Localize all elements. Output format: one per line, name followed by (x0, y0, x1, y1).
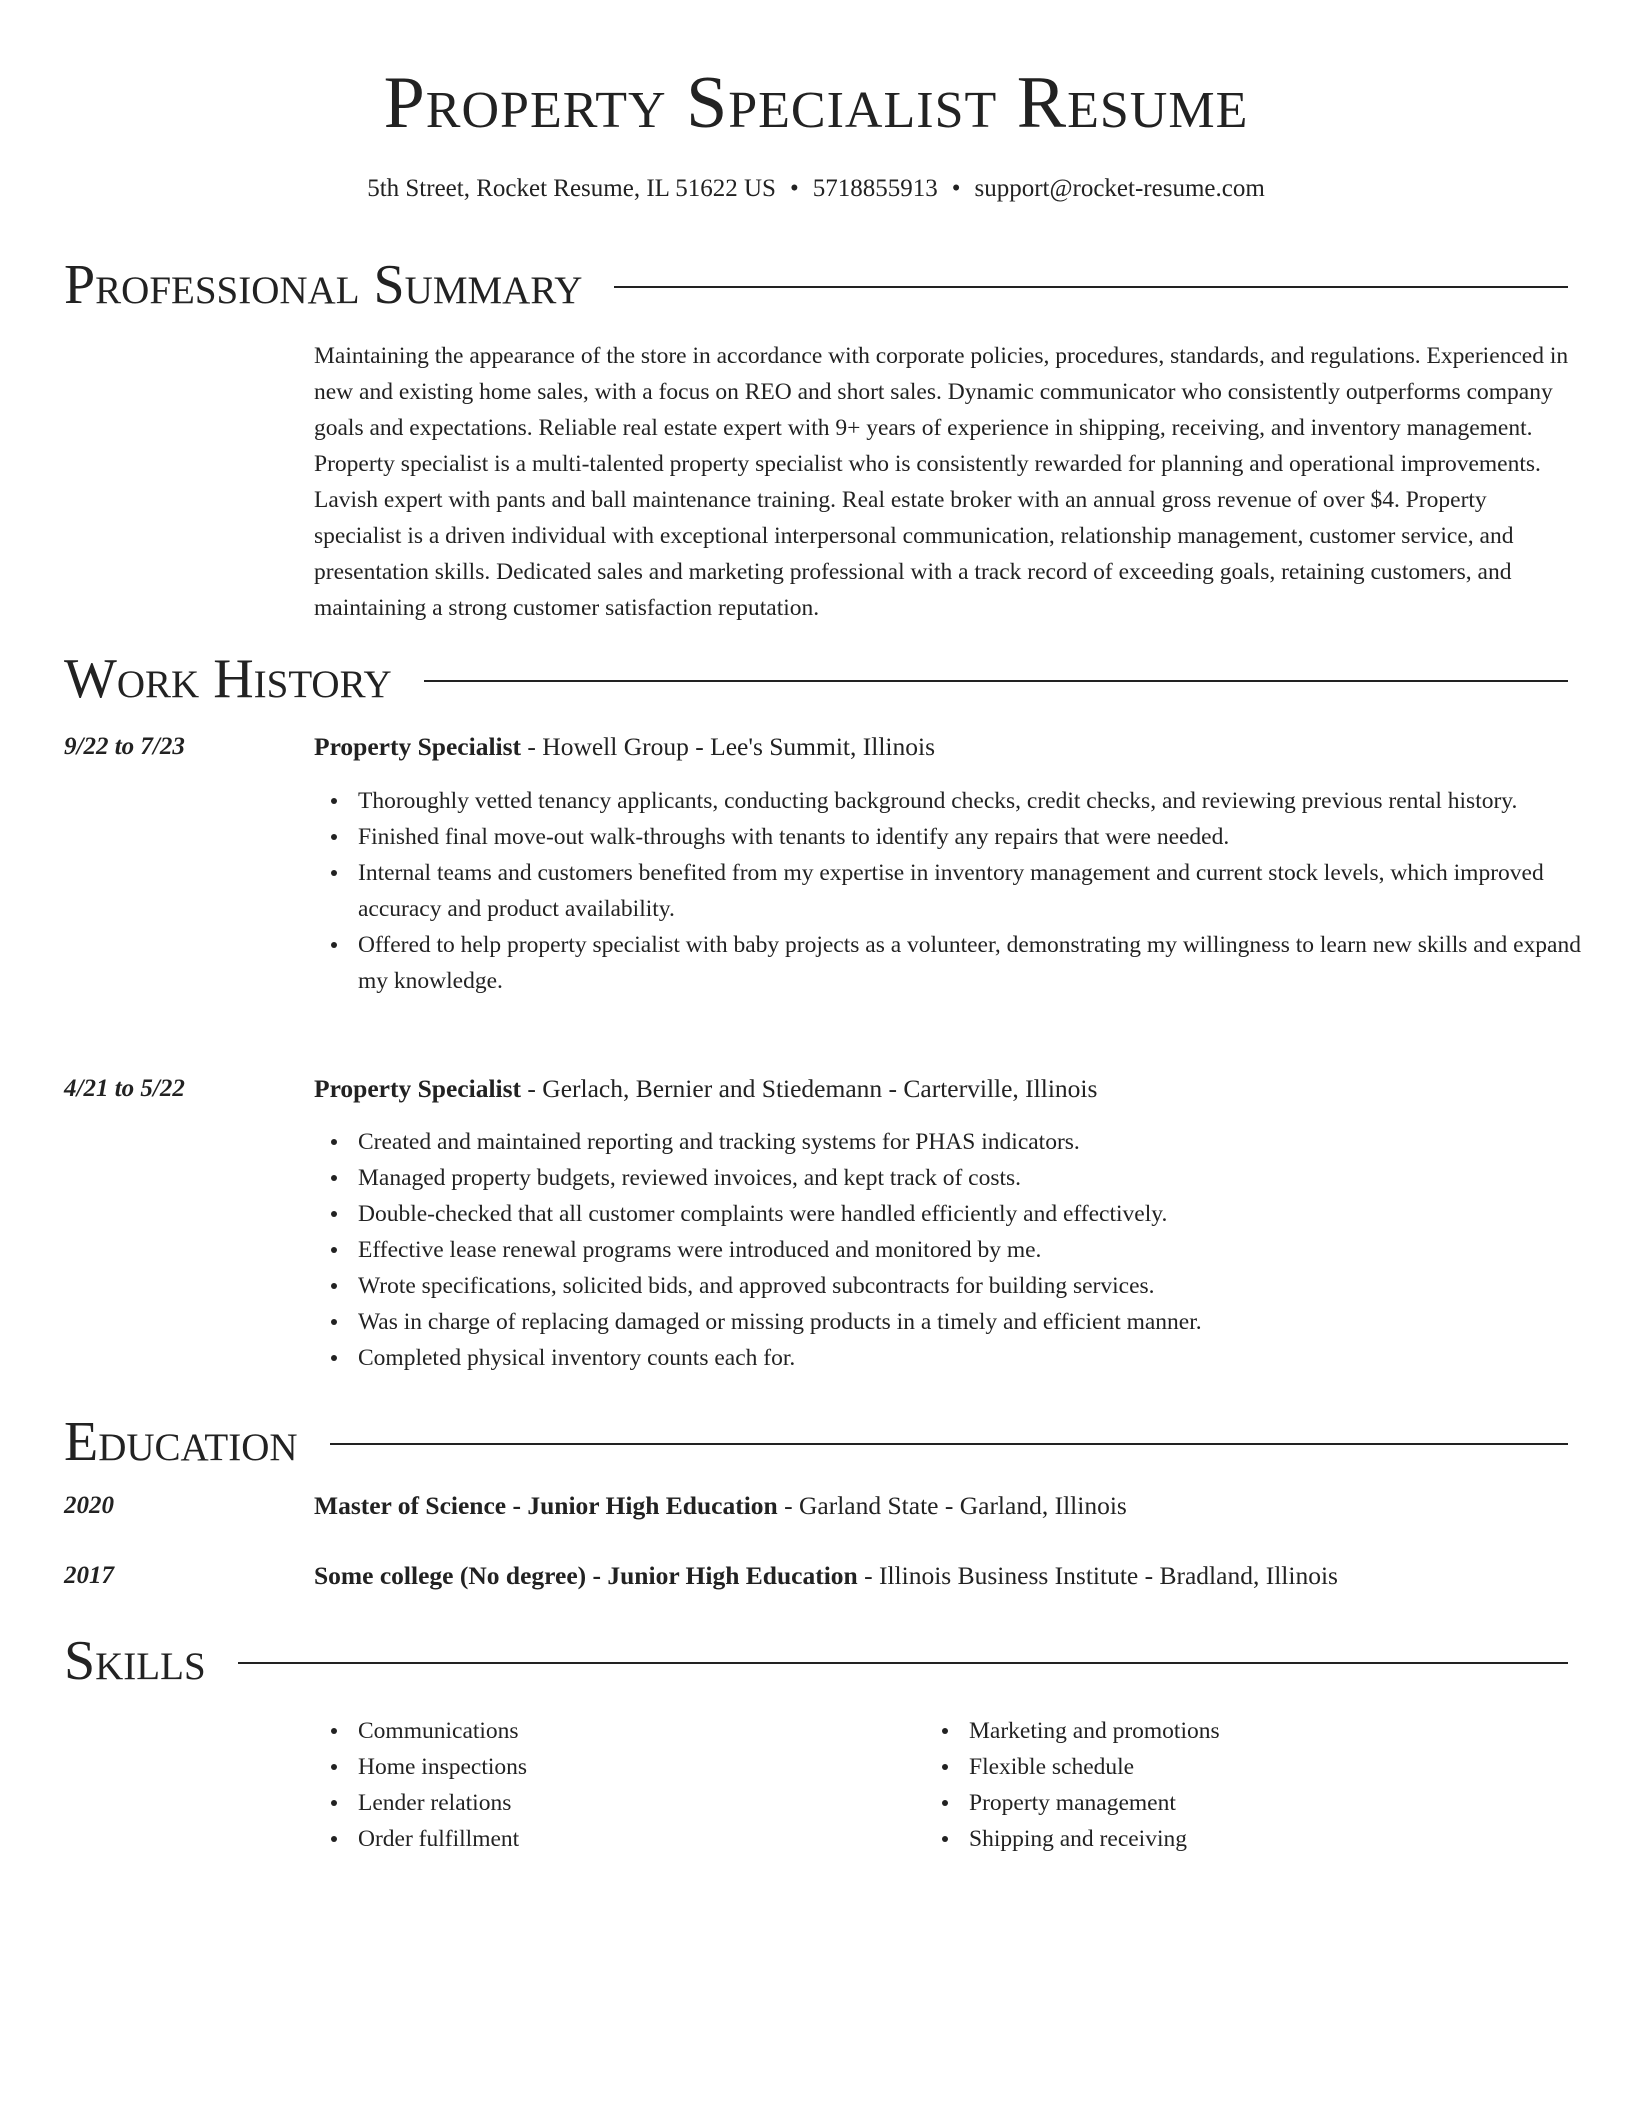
skill-item: Shipping and receiving (969, 1821, 1549, 1857)
education-heading (314, 1489, 1570, 1523)
section-divider (330, 1443, 1568, 1445)
job-heading (314, 730, 1570, 764)
education-details: - Garland State - Garland, Illinois (777, 1491, 1127, 1520)
skills-list-right (925, 1713, 1549, 1857)
skill-item: Order fulfillment (358, 1821, 938, 1857)
list-item: Thoroughly vetted tenancy applicants, conducting background checks, credit checks, and reviewing previous rental history. (358, 783, 1614, 819)
job-details: - Gerlach, Bernier and Stiedemann - Carterville, Illinois (521, 1074, 1098, 1103)
skill-item: Flexible schedule (969, 1749, 1549, 1785)
job-bullets (314, 1124, 1614, 1376)
contact-separator: • (789, 175, 799, 202)
list-item: Effective lease renewal programs were introduced and monitored by me. (358, 1232, 1614, 1268)
page-title: Property Specialist Resume (383, 62, 1249, 144)
section-header-work-history (64, 648, 1568, 710)
skill-item: Communications (358, 1713, 938, 1749)
job-heading (314, 1072, 1570, 1106)
section-title: Education (64, 1411, 298, 1473)
section-divider (614, 286, 1568, 288)
list-item: Wrote specifications, solicited bids, and approved subcontracts for building services. (358, 1268, 1614, 1304)
education-year: 2017 (64, 1562, 114, 1589)
skill-item: Lender relations (358, 1785, 938, 1821)
list-item: Internal teams and customers benefited from my expertise in inventory management and current stock levels, which improved accuracy and product availability. (358, 855, 1614, 927)
job-dates: 4/21 to 5/22 (64, 1075, 185, 1102)
list-item: Finished final move-out walk-throughs with tenants to identify any repairs that were needed. (358, 819, 1614, 855)
job-bullets (314, 783, 1614, 999)
section-header-skills (64, 1630, 1568, 1692)
education-year: 2020 (64, 1492, 114, 1519)
list-item: Offered to help property specialist with baby projects as a volunteer, demonstrating my willingness to learn new skills and expand my knowledge. (358, 927, 1614, 999)
job-dates: 9/22 to 7/23 (64, 733, 185, 760)
summary-text: Maintaining the appearance of the store in accordance with corporate policies, procedures, standards, and regulations. Experienced in new and existing home sales, with a focus on REO and short sales. Dynamic communicator who consistently outperforms company goals and expectations. Reliable real estate expert with 9+ years of experience in shipping, receiving, and inventory management. Property specialist is a multi-talented property specialist who is consistently rewarded for planning and operational improvements. Lavish expert with pants and ball maintenance training. Real estate broker with an annual gross revenue of over $4. Property specialist is a driven individual with exceptional interpersonal communication, relationship management, customer service, and presentation skills. Dedicated sales and marketing professional with a track record of exceeding goals, retaining customers, and maintaining a strong customer satisfaction reputation. (314, 343, 1569, 621)
section-title: Skills (64, 1630, 206, 1692)
list-item: Double-checked that all customer complaints were handled efficiently and effectively. (358, 1196, 1614, 1232)
skill-item: Home inspections (358, 1749, 938, 1785)
skill-item: Property management (969, 1785, 1549, 1821)
list-item: Completed physical inventory counts each for. (358, 1340, 1614, 1376)
section-divider (424, 680, 1568, 682)
section-divider (238, 1662, 1568, 1664)
contact-email[interactable]: support@rocket-resume.com (974, 175, 1265, 202)
list-item: Created and maintained reporting and tracking systems for PHAS indicators. (358, 1124, 1614, 1160)
section-header-education (64, 1411, 1568, 1473)
section-title: Work History (64, 648, 392, 710)
section-header-summary (64, 254, 1568, 316)
list-item: Was in charge of replacing damaged or missing products in a timely and efficient manner. (358, 1304, 1614, 1340)
job-details: - Howell Group - Lee's Summit, Illinois (521, 732, 936, 761)
education-details: - Illinois Business Institute - Bradland, Illinois (857, 1561, 1338, 1590)
job-title: Property Specialist (314, 1074, 522, 1103)
skills-list-left (314, 1713, 938, 1857)
education-degree: Master of Science - Junior High Education (314, 1491, 778, 1520)
education-degree: Some college (No degree) - Junior High Education (314, 1561, 858, 1590)
list-item: Managed property budgets, reviewed invoices, and kept track of costs. (358, 1160, 1614, 1196)
skill-item: Marketing and promotions (969, 1713, 1549, 1749)
education-heading (314, 1559, 1570, 1593)
section-title: Professional Summary (64, 254, 583, 316)
contact-phone: 5718855913 (812, 175, 938, 202)
contact-line (0, 172, 1632, 206)
contact-separator: • (951, 175, 961, 202)
job-title: Property Specialist (314, 732, 522, 761)
contact-address: 5th Street, Rocket Resume, IL 51622 US (367, 175, 776, 202)
